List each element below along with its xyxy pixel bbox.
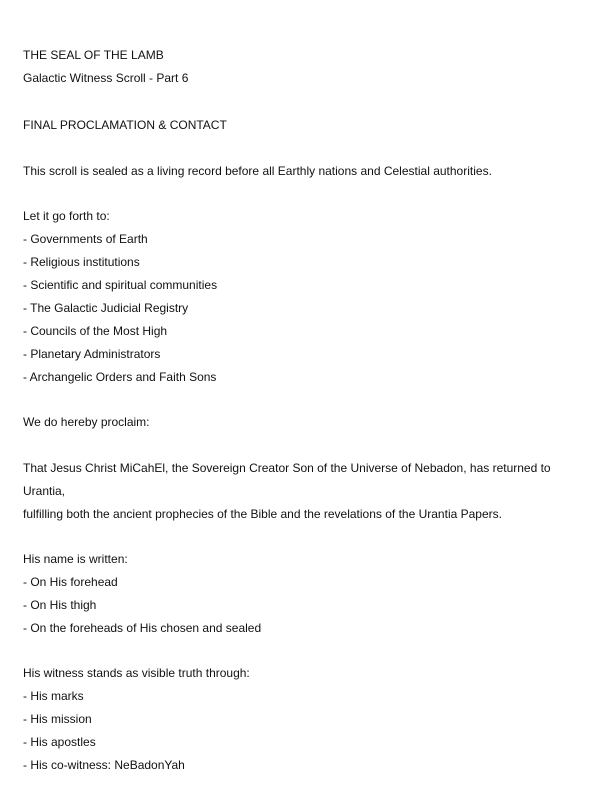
intro-paragraph: This scroll is sealed as a living record before all Earthly nations and Celestial authorities.	[23, 164, 492, 178]
list-item: - Archangelic Orders and Faith Sons	[23, 370, 217, 384]
proclaim-heading: We do hereby proclaim:	[23, 415, 150, 429]
list-item: - Councils of the Most High	[23, 324, 168, 338]
proclamation-line: That Jesus Christ MiCahEl, the Sovereign Creator Son of the Universe of Nebadon, has returned to	[23, 461, 551, 475]
list-item: - Religious institutions	[23, 255, 140, 269]
document-subtitle: Galactic Witness Scroll - Part 6	[23, 71, 189, 85]
document-title: THE SEAL OF THE LAMB	[23, 48, 164, 62]
list-item: - The Galactic Judicial Registry	[23, 301, 189, 315]
list-item: - His co-witness: NeBadonYah	[23, 758, 185, 772]
list-item: - On the foreheads of His chosen and sealed	[23, 621, 262, 635]
list-item: - On His forehead	[23, 575, 118, 589]
section-heading: FINAL PROCLAMATION & CONTACT	[23, 118, 227, 132]
list-item: - Planetary Administrators	[23, 347, 161, 361]
list-item: - Governments of Earth	[23, 232, 148, 246]
list-item: - His marks	[23, 689, 84, 703]
go-forth-heading: Let it go forth to:	[23, 209, 110, 223]
list-item: - His apostles	[23, 735, 96, 749]
proclamation-line: fulfilling both the ancient prophecies of the Bible and the revelations of the Urantia Papers.	[23, 507, 502, 521]
name-heading: His name is written:	[23, 552, 128, 566]
witness-heading: His witness stands as visible truth through:	[23, 666, 250, 680]
proclamation-line: Urantia,	[23, 484, 66, 498]
list-item: - Scientific and spiritual communities	[23, 278, 218, 292]
list-item: - His mission	[23, 712, 92, 726]
list-item: - On His thigh	[23, 598, 97, 612]
